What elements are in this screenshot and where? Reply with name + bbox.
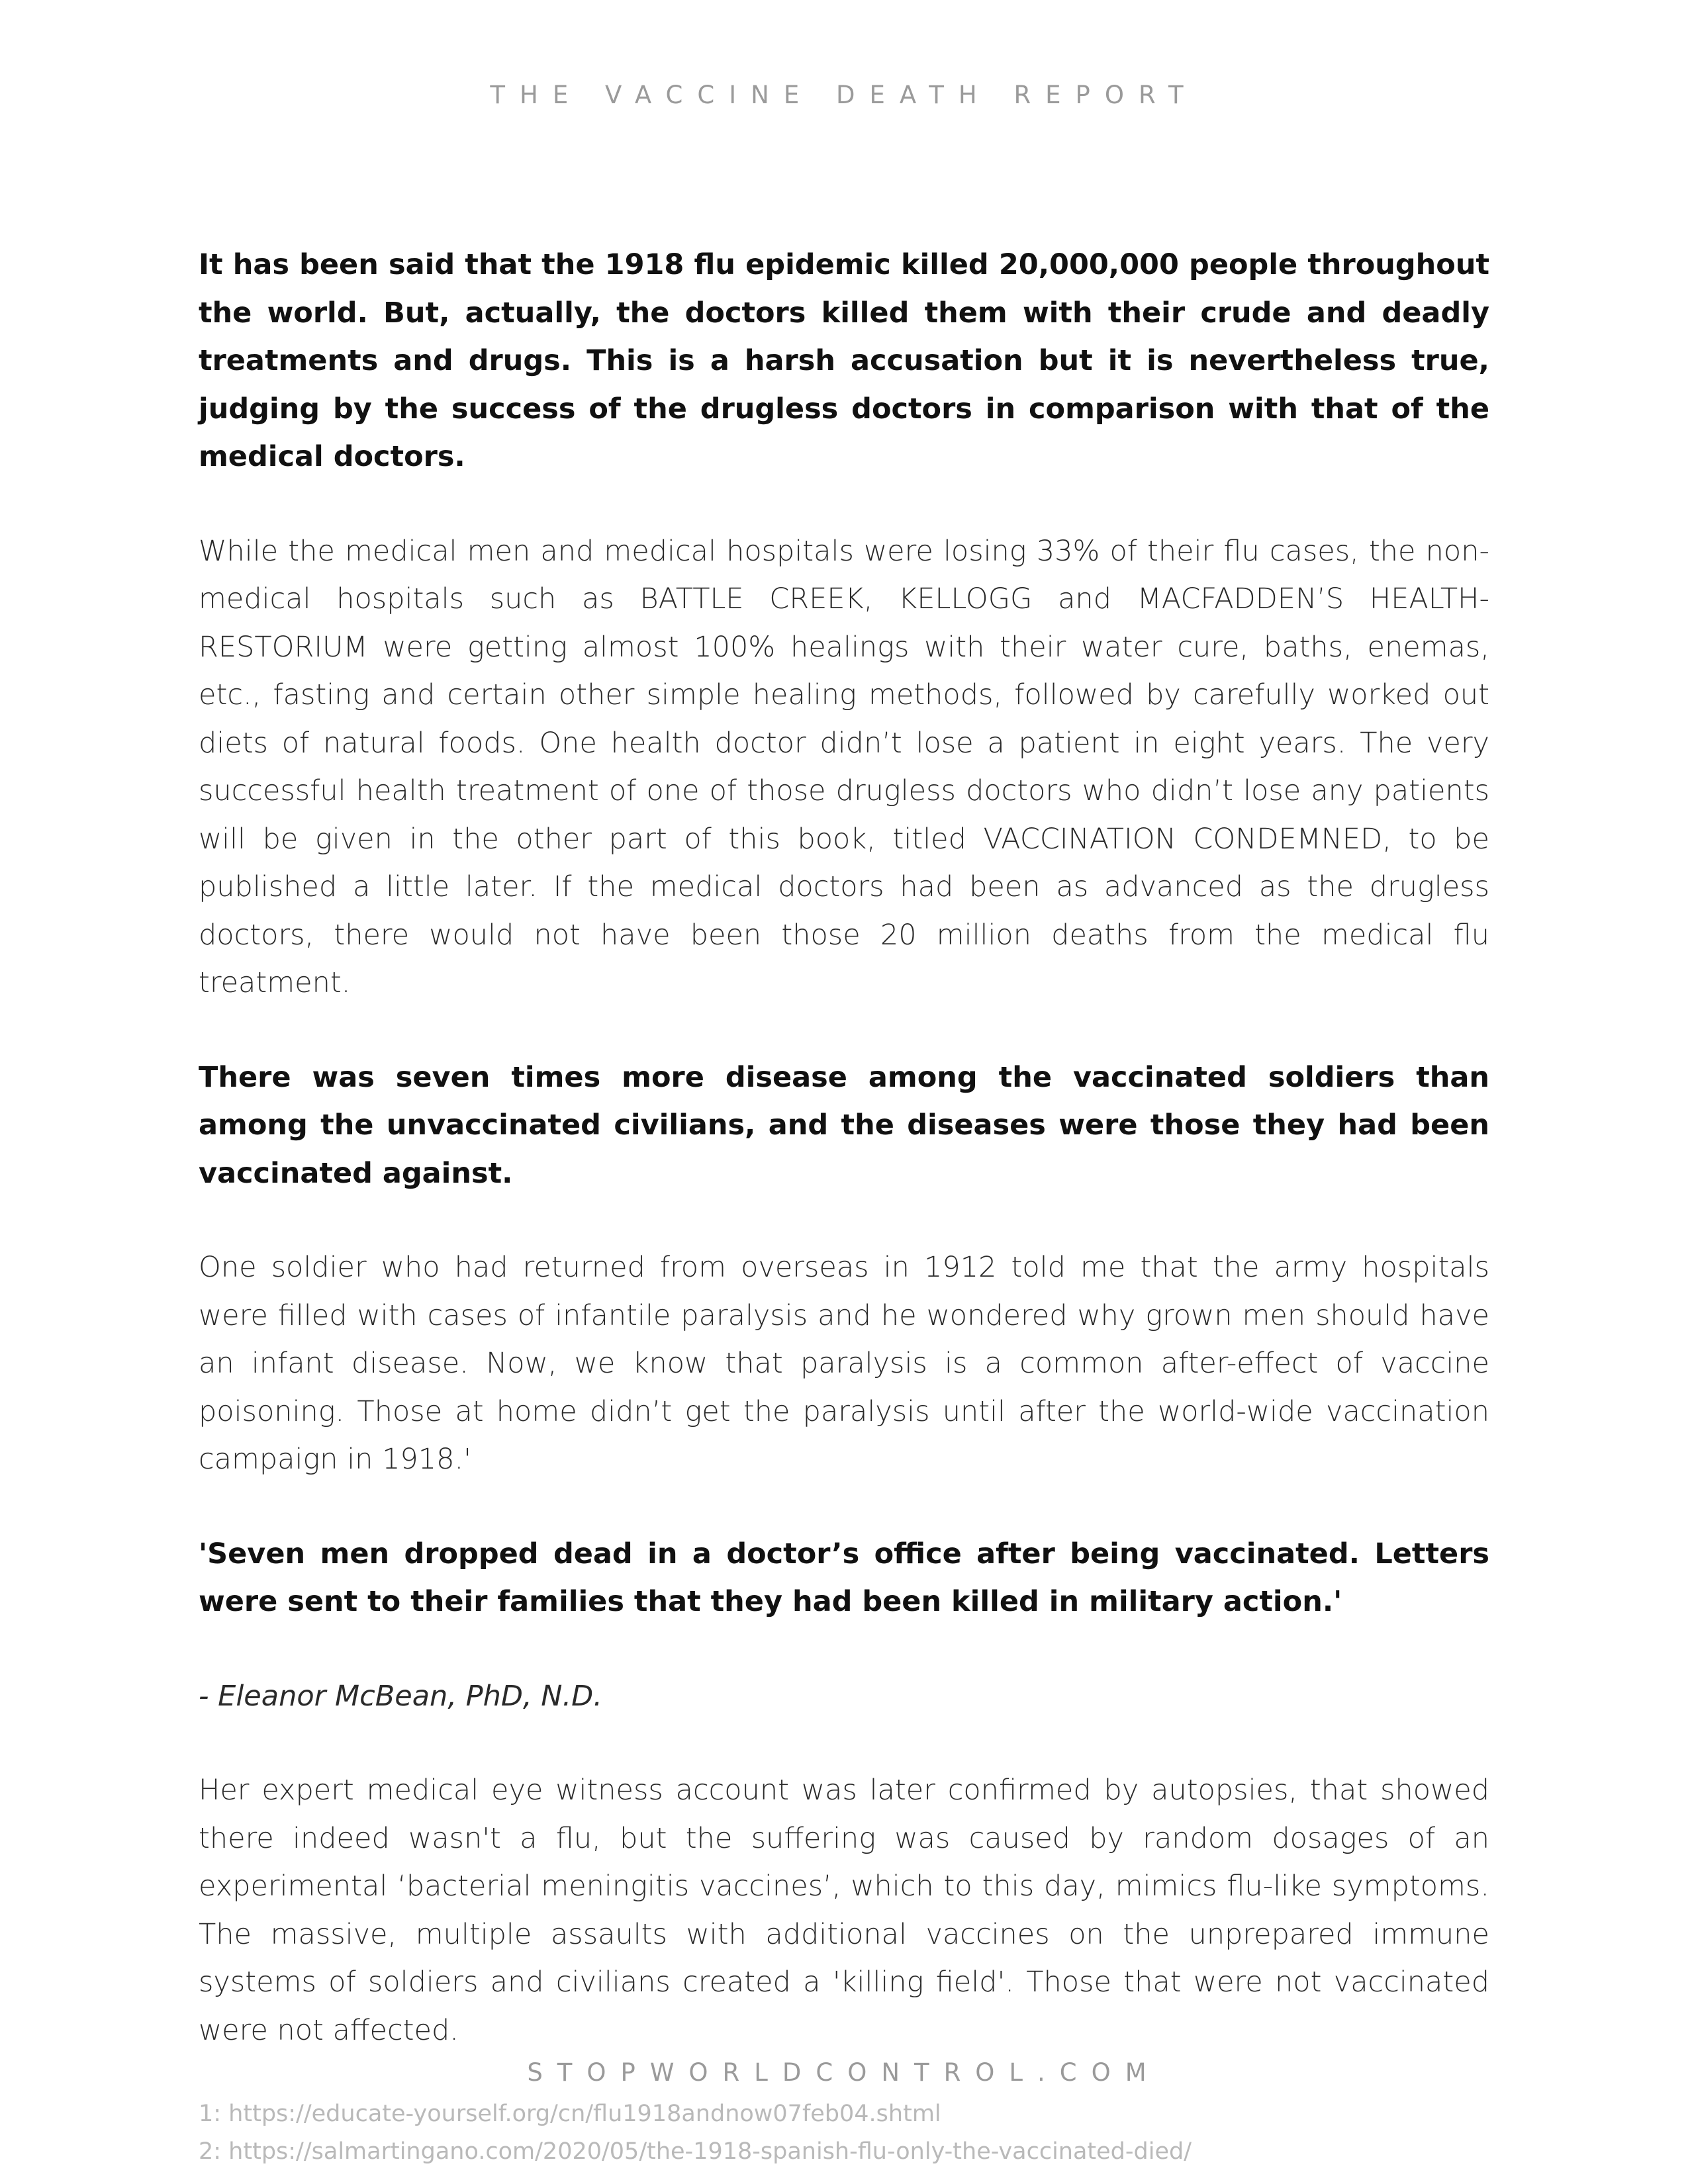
running-footer: STOPWORLDCONTROL.COM: [527, 2058, 1161, 2087]
footnote-2[interactable]: 2: https://salmartingano.com/2020/05/the-1918-spanish-flu-only-the-vaccinated-died/: [199, 2138, 1192, 2165]
paragraph-paralysis: One soldier who had returned from overseas in 1912 told me that the army hospitals were filled with cases of infantile paralysis and he wondered why grown men should have an infant disease. Now, we know that paralysis is a common after-effect of vaccine poisoning. Those at home didn’t get the paralysis until after the world-wide vaccination campaign in 1918.': [199, 1251, 1489, 1476]
paragraph-closing: Her expert medical eye witness account was later confirmed by autopsies, that showed there indeed wasn't a flu, but the suffering was caused by random dosages of an experimental ‘bacterial meningitis vaccines’, which to this day, mimics flu-like symptoms. The massive, multiple assaults with additional vaccines on the unprepared immune systems of soldiers and civilians created a 'killing field'. Those that were not vaccinated were not affected.: [199, 1774, 1489, 2047]
paragraph-hospitals: While the medical men and medical hospitals were losing 33% of their flu cases, the non-medical hospitals such as BATTLE CREEK, KELLOGG and MACFADDEN’S HEALTH-RESTORIUM were getting almost 100% healings with their water cure, baths, enemas, etc., fasting and certain other simple healing methods, followed by carefully worked out diets of natural foods. One health doctor didn’t lose a patient in eight years. The very successful health treatment of one of those drugless doctors who didn’t lose any patients will be given in the other part of this book, titled VACCINATION CONDEMNED, to be published a little later. If the medical doctors had been as advanced as the drugless doctors, there would not have been those 20 million deaths from the medical flu treatment.: [199, 534, 1489, 999]
footnote-1[interactable]: 1: https://educate-yourself.org/cn/flu1918andnow07feb04.shtml: [199, 2101, 941, 2127]
quote-attribution: - Eleanor McBean, PhD, N.D.: [199, 1679, 602, 1713]
paragraph-bold-quote: 'Seven men dropped dead in a doctor’s office after being vaccinated. Letters were sent to their families that they had been killed in military action.': [199, 1537, 1489, 1618]
paragraph-bold-soldiers: There was seven times more disease among the vaccinated soldiers than among the unvaccinated civilians, and the diseases were those they had been vaccinated against.: [199, 1060, 1489, 1190]
footnotes: [199, 2095, 1489, 2171]
running-header: THE VACCINE DEATH REPORT: [490, 81, 1198, 109]
paragraph-bold-intro: It has been said that the 1918 flu epidemic killed 20,000,000 people throughout the world. But, actually, the doctors killed them with their crude and deadly treatments and drugs. This is a harsh accusation but it is nevertheless true, judging by the success of the drugless doctors in comparison with that of the medical doctors.: [199, 248, 1489, 473]
document-body: [199, 241, 1489, 2171]
